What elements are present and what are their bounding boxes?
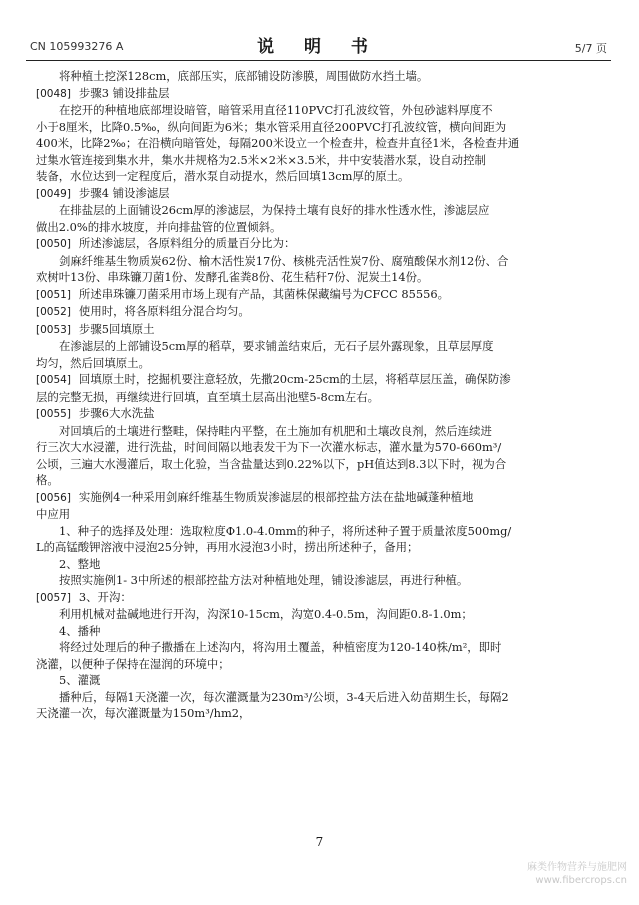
- paragraph-number: [0050]: [36, 238, 71, 250]
- paragraph-number: [0049]: [36, 187, 71, 200]
- paragraph-number: [0053]: [36, 323, 71, 336]
- line-text: 浇灌，以便种子保持在湿润的环境中；: [36, 656, 230, 671]
- text-line: [36, 623, 592, 640]
- paragraph-number: [0056]: [36, 491, 71, 504]
- line-text: 步骤3 铺设排盐层: [78, 85, 170, 100]
- text-line: [36, 68, 592, 85]
- patent-number: CN 105993276 A: [30, 40, 124, 53]
- text-line: [36, 639, 592, 656]
- text-line: [36, 606, 592, 623]
- watermark: [527, 861, 627, 887]
- text-line: [36, 152, 592, 169]
- watermark-title: 麻类作物营养与施肥网: [527, 862, 627, 873]
- line-text: 使用时，将各原料组分混合均匀。: [78, 304, 250, 318]
- text-line: [36, 656, 592, 673]
- text-line: [36, 135, 592, 152]
- text-line: [36, 119, 592, 136]
- line-text: 公顷，三遍大水漫灌后，取土化验，当含盐量达到0.22%以下，pH值达到8.3以下时，视为合: [36, 456, 507, 471]
- text-line: [36, 355, 592, 372]
- text-line: [36, 539, 592, 556]
- paragraph-number: [0052]: [36, 306, 71, 318]
- line-text: 实施例4一种采用剑麻纤维基生物质炭渗滤层的根部控盐方法在盐地碱蓬种植地: [78, 489, 474, 504]
- text-line: [36, 389, 592, 406]
- text-line: [36, 705, 592, 722]
- paragraph-heading: [36, 489, 592, 507]
- text-line: [36, 168, 592, 185]
- text-line: [36, 219, 592, 236]
- text-line: [36, 202, 592, 219]
- paragraph-heading: [36, 405, 592, 423]
- paragraph-heading: [36, 321, 592, 339]
- line-text: 装备，水位达到一定程度后，潜水泵自动提水，然后回填13cm厚的原土。: [36, 169, 410, 183]
- paragraph-heading: [36, 185, 592, 203]
- paragraph-number: [0055]: [36, 408, 71, 420]
- paragraph-number: [0048]: [36, 87, 71, 100]
- line-text: 在排盐层的上面铺设26cm厚的渗滤层，为保持土壤有良好的排水性透水性，渗滤层应: [59, 203, 490, 217]
- text-line: [36, 439, 592, 456]
- line-text: 将经过处理后的种子撒播在上述沟内，将沟用土覆盖，种植密度为120-140株/m²，即时: [59, 640, 502, 654]
- line-text: 所述串珠镰刀菌采用市场上现有产品，其菌株保藏编号为CFCC 85556。: [78, 286, 449, 301]
- line-text: 行三次大水浸灌，进行洗盐，时间间隔以地表发干为下一次灌水标志，灌水量为570-660m³/: [36, 440, 502, 454]
- line-text: 4、播种: [59, 623, 101, 638]
- paragraph-heading: [36, 286, 592, 304]
- line-text: 天浇灌一次，每次灌溉量为150m³/hm2，: [36, 706, 251, 720]
- line-text: 步骤6大水洗盐: [78, 406, 155, 420]
- paragraph-number: [0051]: [36, 288, 71, 301]
- page-header: [26, 30, 611, 61]
- line-text: 剑麻纤维基生物质炭62份、榆木活性炭17份、核桃壳活性炭7份、腐殖酸保水剂12份、合: [59, 253, 509, 268]
- page-indicator: 5/7 页: [574, 42, 607, 55]
- line-text: 层的完整无损，再继续进行回填，直至填土层高出池壁5-8cm左右。: [36, 389, 380, 404]
- paragraph-heading: [36, 589, 592, 607]
- line-text: 回填原土时，挖掘机要注意轻放，先撒20cm-25cm的土层，将稻草层压盖，确保防渗: [78, 372, 511, 386]
- text-line: [36, 338, 592, 355]
- line-text: 利用机械对盐碱地进行开沟，沟深10-15cm，沟宽0.4-0.5m，沟间距0.8-1.0m；: [59, 607, 473, 621]
- line-text: 按照实施例1- 3中所述的根部控盐方法对种植地处理，铺设渗滤层，再进行种植。: [59, 573, 469, 587]
- line-text: 1、种子的选择及处理：选取粒度Φ1.0-4.0mm的种子，将所述种子置于质量浓度500mg/: [59, 523, 512, 538]
- line-text: 400米，比降2‰；在沿横向暗管处，每隔200米设立一个检查井，检查井直径1米，各检查井通: [36, 136, 520, 150]
- text-line: [36, 423, 592, 440]
- text-line: [36, 253, 592, 270]
- text-line: [36, 472, 592, 489]
- line-text: 格。: [36, 473, 59, 487]
- line-text: 欢树叶13份、串珠镰刀菌1份、发酵孔雀粪8份、花生秸秆7份、泥炭土14份。: [36, 270, 429, 284]
- text-line: [36, 506, 592, 523]
- line-text: 播种后，每隔1天浇灌一次，每次灌溉量为230m³/公顷，3-4天后进入幼苗期生长，每隔2: [59, 689, 509, 704]
- line-text: 5、灌溉: [59, 673, 101, 687]
- line-text: 步骤5回填原土: [78, 321, 155, 336]
- watermark-url: www.fibercrops.cn: [535, 875, 627, 886]
- paragraph-heading: [36, 85, 592, 103]
- line-text: 将种植土挖深128cm，底部压实，底部铺设防渗膜，周围做防水挡土墙。: [59, 69, 429, 83]
- line-text: 2、整地: [59, 556, 101, 571]
- line-text: 在渗滤层的上部铺设5cm厚的稻草，要求铺盖结束后，无石子层外露现象，且草层厚度: [59, 339, 494, 353]
- paragraph-heading: [36, 303, 592, 321]
- text-line: [36, 269, 592, 286]
- line-text: 过集水管连接到集水井，集水井规格为2.5米×2米×3.5米，井中安装潜水泵，设自动控制: [36, 152, 486, 167]
- line-text: L的高锰酸钾溶液中浸泡25分钟，再用水浸泡3小时，捞出所述种子，备用；: [36, 540, 419, 554]
- page-number: 7: [315, 835, 324, 849]
- text-line: [36, 672, 592, 689]
- text-line: [36, 556, 592, 573]
- line-text: 中应用: [36, 507, 71, 521]
- line-text: 在挖开的种植地底部埋设暗管，暗管采用直径110PVC打孔波纹管，外包砂滤料厚度不: [59, 103, 493, 117]
- paragraph-heading: [36, 235, 592, 253]
- paragraph-heading: [36, 371, 592, 389]
- line-text: 所述渗滤层，各原料组分的质量百分比为：: [78, 236, 296, 250]
- text-line: [36, 456, 592, 473]
- paragraph-number: [0057]: [36, 591, 71, 604]
- document-title: 说 明 书: [257, 37, 380, 57]
- text-line: [36, 523, 592, 540]
- text-line: [36, 102, 592, 119]
- text-line: [36, 689, 592, 706]
- line-text: 做出2.0%的排水坡度，并向排盐管的位置倾斜。: [36, 219, 282, 234]
- line-text: 步骤4 铺设渗滤层: [78, 185, 170, 200]
- line-text: 3、开沟：: [78, 589, 132, 604]
- document-body: [36, 68, 592, 722]
- line-text: 均匀，然后回填原土。: [36, 355, 150, 370]
- text-line: [36, 572, 592, 589]
- paragraph-number: [0054]: [36, 374, 71, 386]
- line-text: 小于8厘米，比降0.5‰，纵向间距为6米；集水管采用直径200PVC打孔波纹管，横向间距为: [36, 119, 507, 134]
- line-text: 对回填后的土壤进行整畦，保持畦内平整，在土施加有机肥和土壤改良剂，然后连续进: [59, 423, 492, 438]
